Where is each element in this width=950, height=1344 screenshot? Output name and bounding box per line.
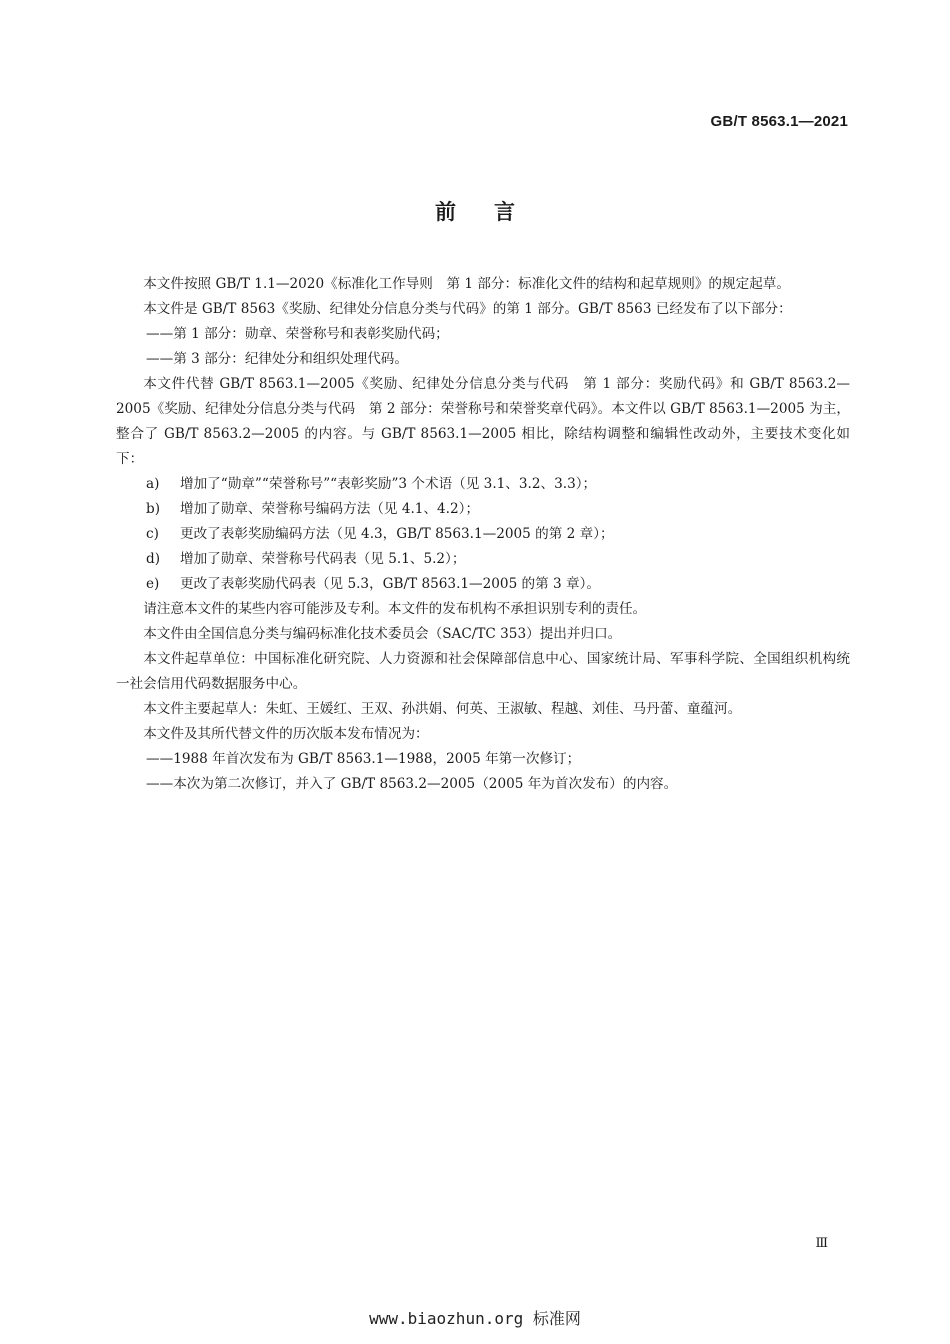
list-item-label: b) [146, 501, 161, 517]
dash-item-history-current: ——本次为第二次修订，并入了 GB/T 8563.2—2005（2005 年为首次发布）的内容。 [146, 776, 678, 792]
paragraph-part-info: 本文件是 GB/T 8563《奖励、纪律处分信息分类与代码》的第 1 部分。GB/T 8563 已经发布了以下部分： [143, 301, 792, 317]
standard-code: GB/T 8563.1—2021 [710, 113, 848, 130]
list-item-label: a) [146, 476, 160, 492]
list-item-label: e) [146, 576, 160, 592]
list-item-text: 增加了勋章、荣誉称号编码方法（见 4.1、4.2）； [180, 501, 480, 517]
list-item [116, 547, 850, 572]
paragraph-history: 本文件及其所代替文件的历次版本发布情况为： [143, 726, 429, 742]
paragraph-drafting-units: 本文件起草单位：中国标准化研究院、人力资源和社会保障部信息中心、国家统计局、军事科学院、全国组织机构统一社会信用代码数据服务中心。 [116, 651, 850, 692]
paragraph-replaces: 本文件代替 GB/T 8563.1—2005《奖励、纪律处分信息分类与代码 第 1 部分：奖励代码》和 GB/T 8563.2—2005《奖励、纪律处分信息分类与代码 第 2 部分：荣誉称号和荣誉奖章代码》。本文件以 GB/T 8563.1—2005 为主，整合了 GB/T 8563.2—2005 的内容。与 GB/T 8563.1—2005 相比，除结构调整和编辑性改动外，主要技术变化如下： [116, 376, 850, 467]
list-item-label: c) [146, 526, 159, 542]
list-item [116, 472, 850, 497]
paragraph-drafting-rules: 本文件按照 GB/T 1.1—2020《标准化工作导则 第 1 部分：标准化文件的结构和起草规则》的规定起草。 [143, 276, 790, 292]
list-item-text: 增加了“勋章”“荣誉称号”“表彰奖励”3 个术语（见 3.1、3.2、3.3）； [180, 476, 597, 492]
dash-item-part1: ——第 1 部分：勋章、荣誉称号和表彰奖励代码； [146, 326, 449, 342]
list-item-text: 更改了表彰奖励代码表（见 5.3，GB/T 8563.1—2005 的第 3 章）。 [180, 576, 601, 592]
list-item-text: 更改了表彰奖励编码方法（见 4.3，GB/T 8563.1—2005 的第 2 章）； [180, 526, 614, 542]
list-item-text: 增加了勋章、荣誉称号代码表（见 5.1、5.2）； [180, 551, 466, 567]
page-number: Ⅲ [815, 1236, 828, 1251]
paragraph-drafters: 本文件主要起草人：朱虹、王媛红、王双、孙洪娟、何英、王淑敏、程越、刘佳、马丹蕾、童蕴河。 [143, 701, 742, 717]
site-watermark: www.biaozhun.org 标准网 [369, 1309, 581, 1328]
paragraph-patent: 请注意本文件的某些内容可能涉及专利。本文件的发布机构不承担识别专利的责任。 [143, 601, 647, 617]
foreword-body [116, 272, 850, 797]
paragraph-proposer: 本文件由全国信息分类与编码标准化技术委员会（SAC/TC 353）提出并归口。 [143, 626, 622, 642]
page-title: 前言 [435, 200, 553, 224]
list-item [116, 572, 850, 597]
list-item [116, 522, 850, 547]
list-item-label: d) [146, 551, 161, 567]
dash-item-part3: ——第 3 部分：纪律处分和组织处理代码。 [146, 351, 408, 367]
list-item [116, 497, 850, 522]
dash-item-history-1988: ——1988 年首次发布为 GB/T 8563.1—1988，2005 年第一次修订； [146, 751, 581, 767]
